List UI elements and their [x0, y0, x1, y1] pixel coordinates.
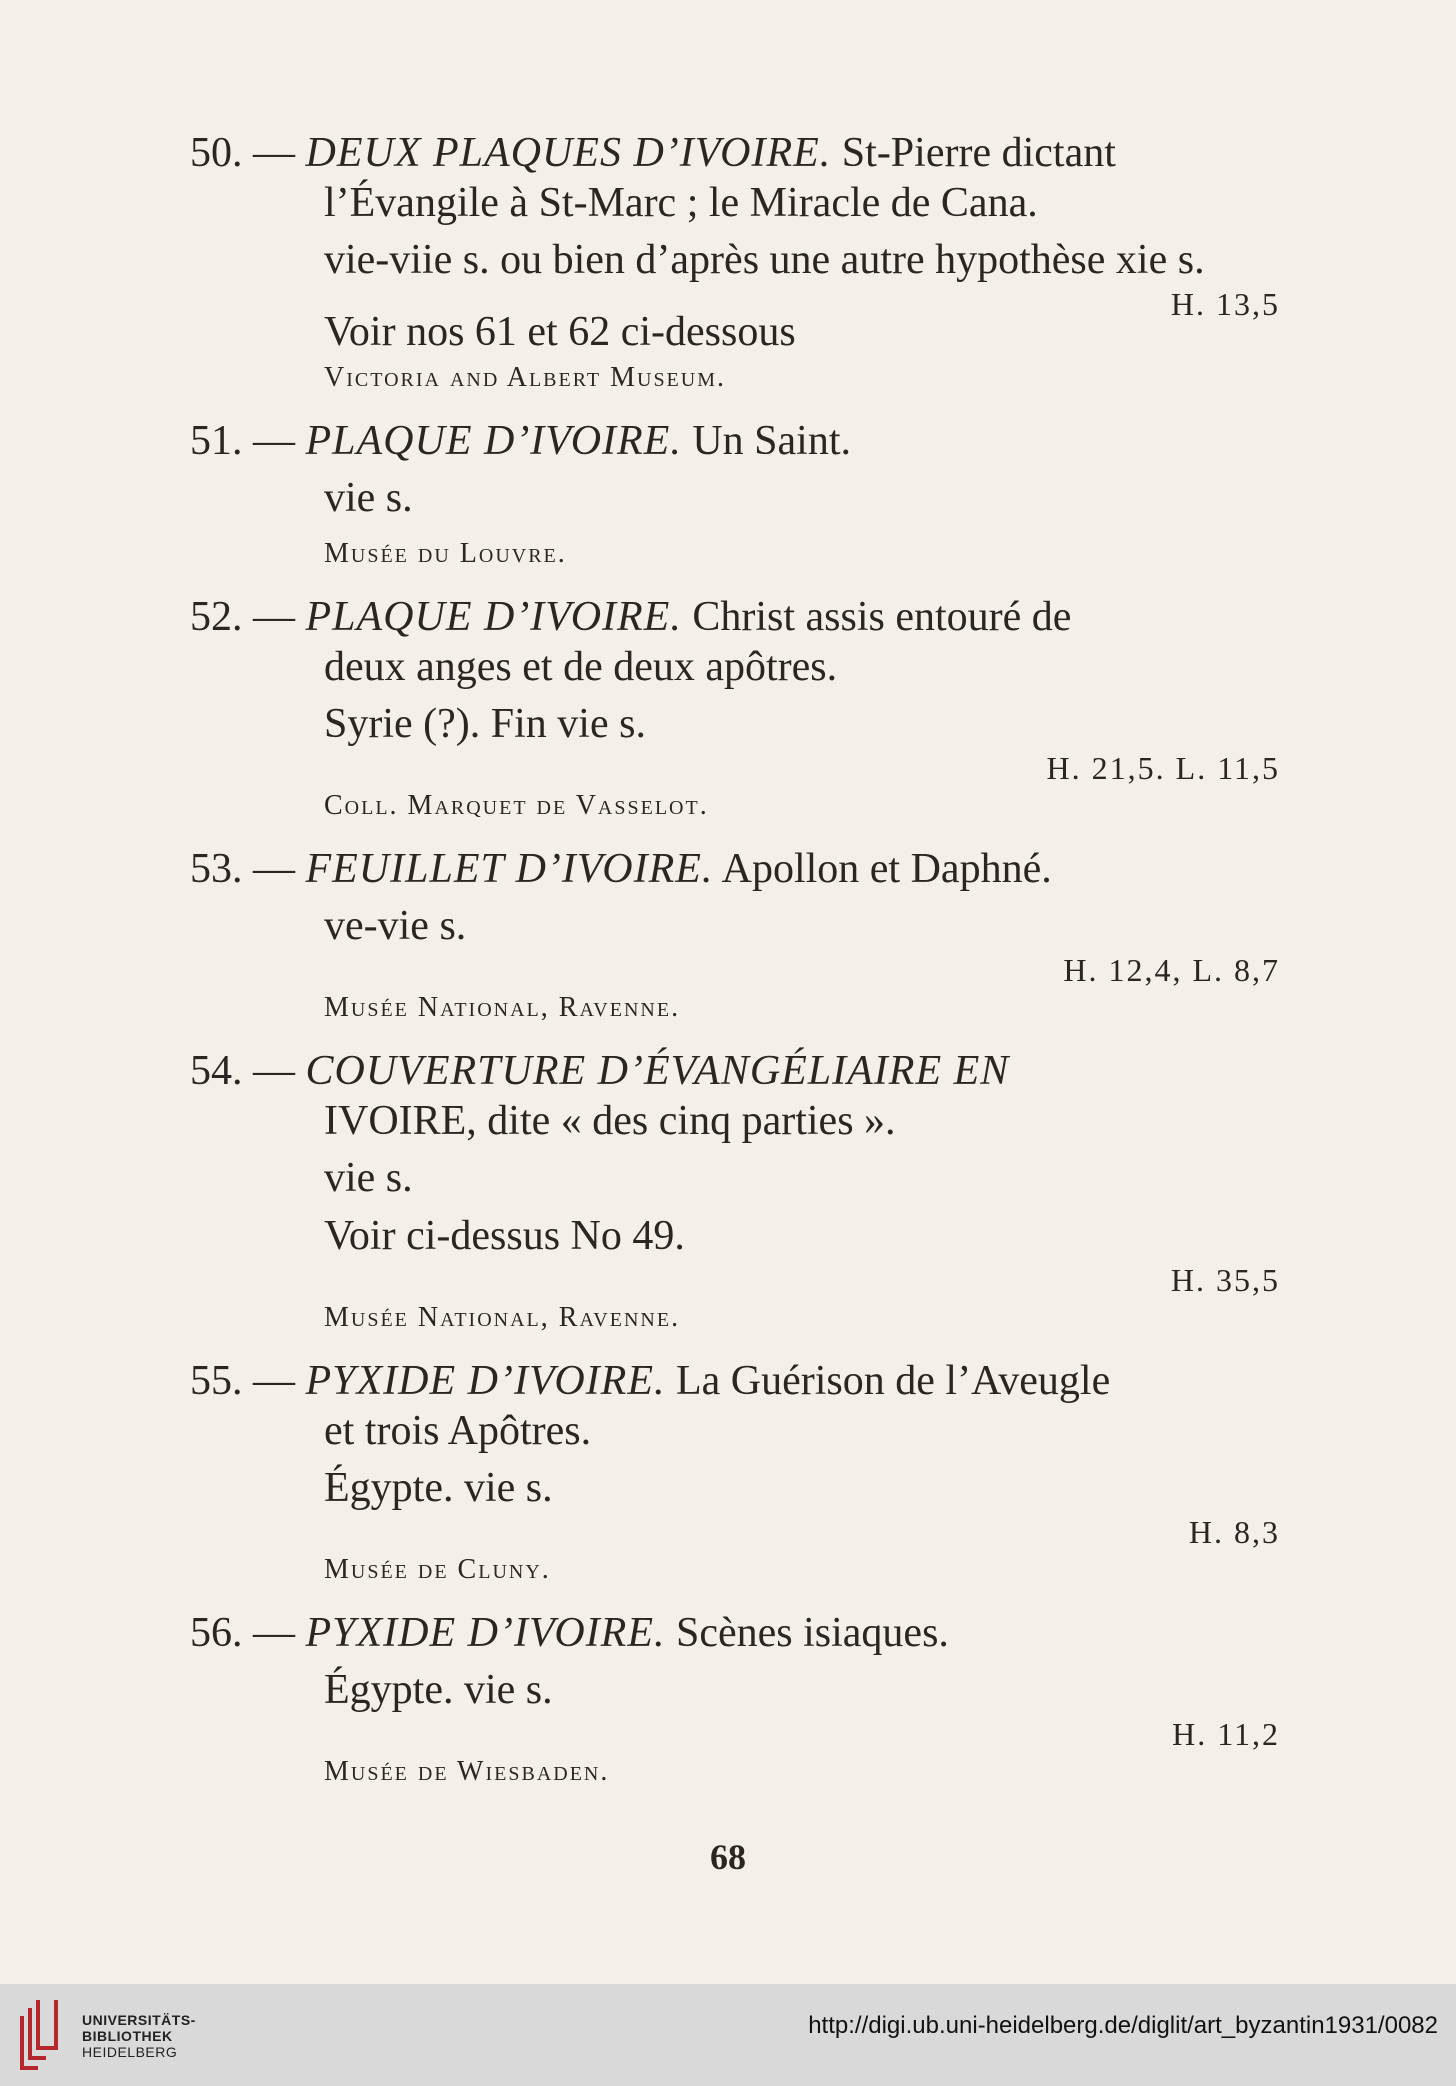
entry-heading: 54. — COUVERTURE D’ÉVANGÉLIAIRE EN: [190, 1048, 1010, 1094]
entry-number: 53.: [190, 846, 243, 892]
catalog-entry: [190, 592, 1290, 826]
entry-description-continued: l’Évangile à St-Marc ; le Miracle de Cana.: [324, 180, 1038, 226]
entry-date: ve-vie s.: [324, 903, 467, 949]
entry-heading: 55. — PYXIDE D’IVOIRE. La Guérison de l’Aveugle: [190, 1358, 1111, 1404]
entry-dimensions: H. 8,3: [1188, 1514, 1280, 1550]
entry-number: 52.: [190, 594, 243, 640]
entry-date: Égypte. vie s.: [324, 1667, 553, 1713]
entry-heading: 51. — PLAQUE D’IVOIRE. Un Saint.: [190, 418, 851, 464]
entry-date: Syrie (?). Fin vie s.: [324, 701, 646, 747]
entry-number: 50.: [190, 130, 243, 176]
library-logo-text: [82, 2012, 196, 2060]
entry-description-continued: deux anges et de deux apôtres.: [324, 644, 838, 690]
entry-heading: 56. — PYXIDE D’IVOIRE. Scènes isiaques.: [190, 1610, 949, 1656]
entry-collection: Coll. Marquet de Vasselot.: [324, 790, 709, 821]
page-number: 68: [710, 1837, 746, 1877]
entry-dimensions: H. 13,5: [1170, 286, 1280, 322]
entry-number: 55.: [190, 1358, 243, 1404]
entry-title: COUVERTURE D’ÉVANGÉLIAIRE EN: [305, 1048, 1010, 1094]
entry-number: 51.: [190, 418, 243, 464]
entry-collection: Musée de Wiesbaden.: [324, 1756, 610, 1787]
entry-title: PLAQUE D’IVOIRE.: [305, 418, 682, 464]
entry-dimensions: H. 12,4, L. 8,7: [1063, 952, 1280, 988]
entry-collection: Musée National, Ravenne.: [324, 1302, 681, 1333]
entry-heading: 52. — PLAQUE D’IVOIRE. Christ assis entouré de: [190, 594, 1072, 640]
entry-date: vie-viie s. ou bien d’après une autre hypothèse xie s.: [324, 237, 1205, 283]
catalog-entry: [190, 1046, 1290, 1338]
entry-date: vie s.: [324, 475, 413, 521]
catalog-entry: [190, 1608, 1290, 1792]
entry-collection: Musée du Louvre.: [324, 538, 567, 569]
entry-description: Un Saint.: [692, 418, 851, 464]
entry-collection: Musée National, Ravenne.: [324, 992, 681, 1023]
catalog-entry: [190, 128, 1290, 398]
entry-dimensions: H. 21,5. L. 11,5: [1046, 750, 1280, 786]
entry-collection: Victoria and Albert Museum.: [324, 362, 727, 393]
entry-description-continued: IVOIRE, dite « des cinq parties ».: [324, 1098, 896, 1144]
entry-title: PYXIDE D’IVOIRE.: [305, 1610, 666, 1656]
logo-line-3: HEIDELBERG: [82, 2044, 178, 2060]
entry-number: 56.: [190, 1610, 243, 1656]
catalog-entry: [190, 844, 1290, 1028]
catalog-entry: [190, 1356, 1290, 1590]
logo-line-2: BIBLIOTHEK: [82, 2028, 173, 2044]
entry-description: Christ assis entouré de: [692, 594, 1072, 640]
catalog-entries: [190, 128, 1290, 1810]
entry-dimensions: H. 11,2: [1172, 1716, 1280, 1752]
entry-collection: Musée de Cluny.: [324, 1554, 551, 1585]
entry-note: Voir ci-dessus No 49.: [324, 1213, 685, 1259]
entry-description-continued: et trois Apôtres.: [324, 1408, 592, 1454]
entry-note: Voir nos 61 et 62 ci-dessous: [324, 309, 796, 355]
entry-description: La Guérison de l’Aveugle: [675, 1358, 1111, 1404]
entry-number: 54.: [190, 1048, 243, 1094]
entry-title: PLAQUE D’IVOIRE.: [305, 594, 682, 640]
entry-dimensions: H. 35,5: [1170, 1262, 1280, 1298]
logo-line-1: UNIVERSITÄTS-: [82, 2012, 196, 2028]
catalog-entry: [190, 416, 1290, 574]
entry-heading: 50. — DEUX PLAQUES D’IVOIRE. St-Pierre dictant: [190, 130, 1116, 176]
entry-description: Apollon et Daphné.: [721, 846, 1052, 892]
entry-title: PYXIDE D’IVOIRE.: [305, 1358, 666, 1404]
entry-title: FEUILLET D’IVOIRE.: [305, 846, 714, 892]
entry-date: vie s.: [324, 1155, 413, 1201]
source-url-link[interactable]: http://digi.ub.uni-heidelberg.de/diglit/art_byzantin1931/0082: [808, 2012, 1438, 2039]
library-footer: [0, 1984, 1456, 2086]
library-logo-icon: [18, 1996, 60, 2072]
entry-date: Égypte. vie s.: [324, 1465, 553, 1511]
entry-description: St-Pierre dictant: [841, 130, 1116, 176]
entry-heading: 53. — FEUILLET D’IVOIRE. Apollon et Daphné.: [190, 846, 1052, 892]
entry-description: Scènes isiaques.: [675, 1610, 949, 1656]
entry-title: DEUX PLAQUES D’IVOIRE.: [305, 130, 832, 176]
